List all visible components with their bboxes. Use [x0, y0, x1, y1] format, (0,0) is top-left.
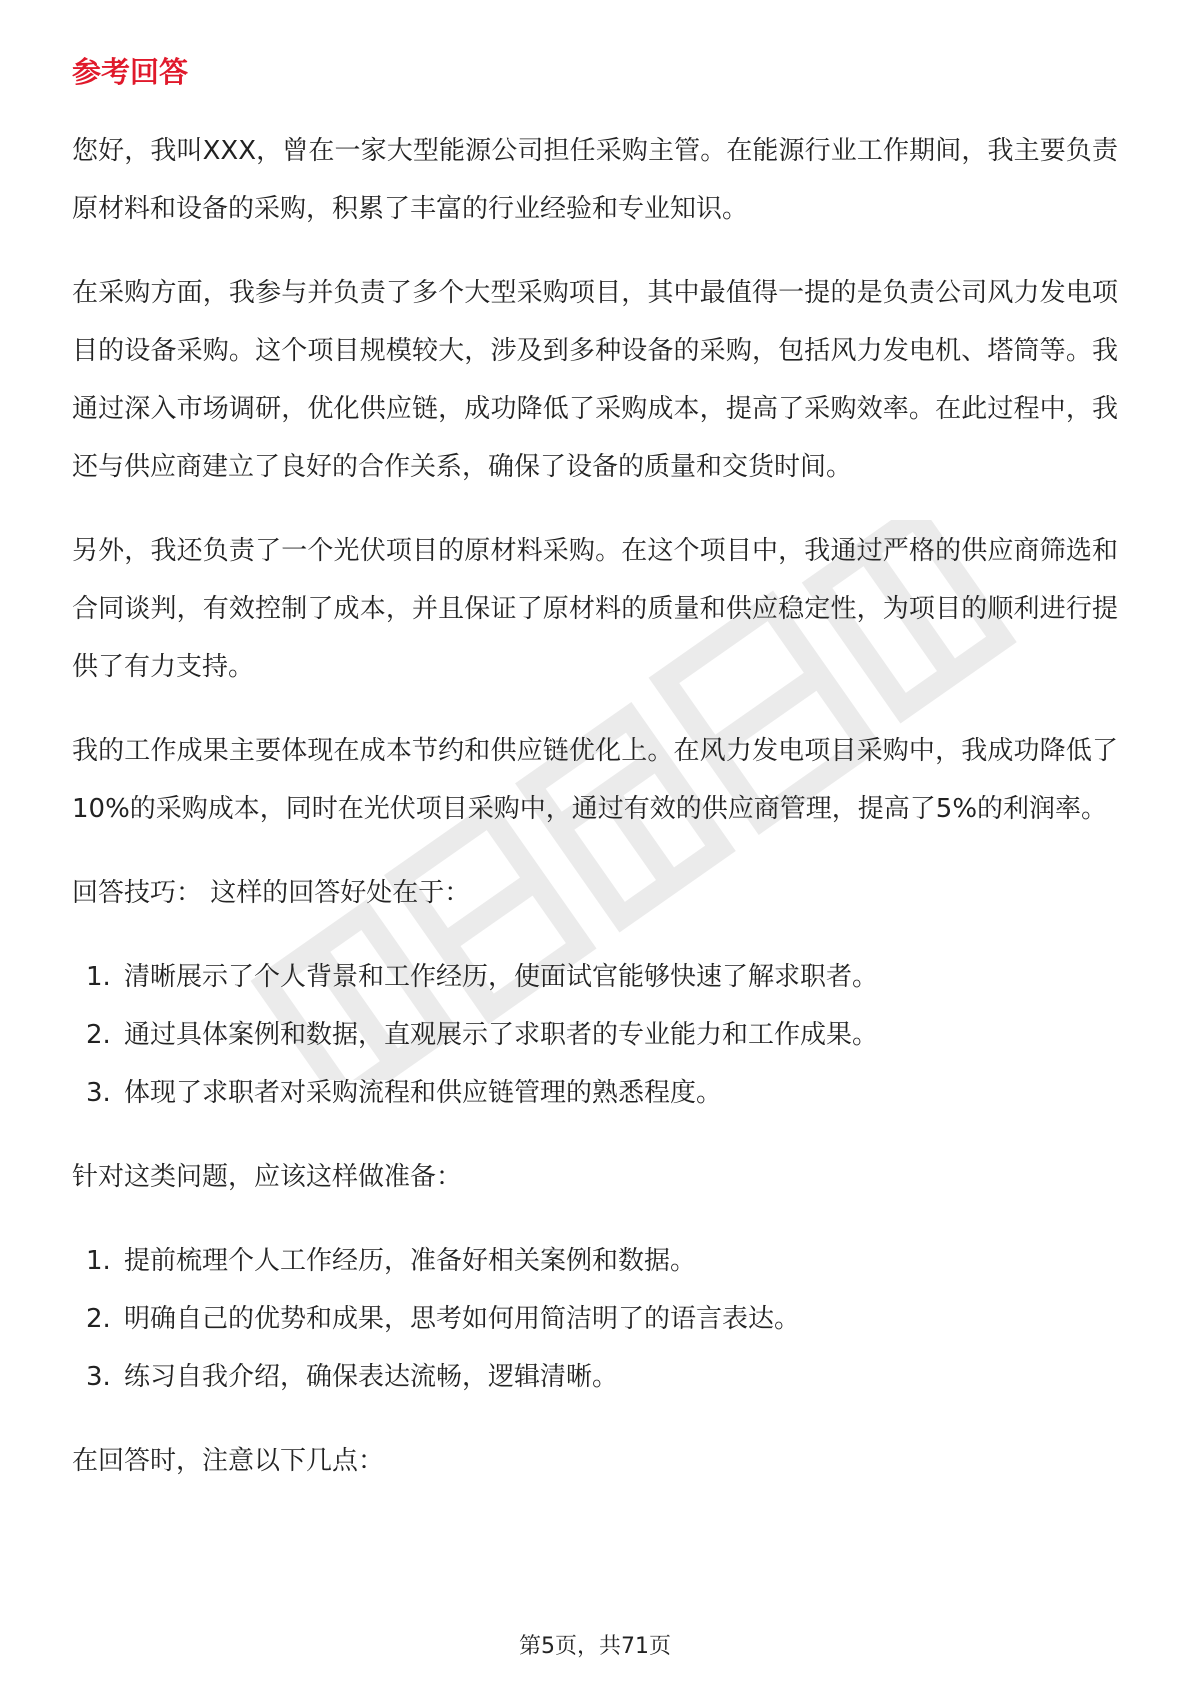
paragraph-solar-project: 另外，我还负责了一个光伏项目的原材料采购。在这个项目中，我通过严格的供应商筛选和合同谈判，有效控制了成本，并且保证了原材料的质量和供应稳定性，为项目的顺利进行提供了有力支持。: [72, 536, 1118, 682]
paragraph-intro: 您好，我叫XXX，曾在一家大型能源公司担任采购主管。在能源行业工作期间，我主要负责原材料和设备的采购，积累了丰富的行业经验和专业知识。: [72, 136, 1118, 224]
list-text: 提前梳理个人工作经历，准备好相关案例和数据。: [124, 1246, 697, 1276]
list-item: [72, 1232, 1118, 1290]
section-heading: 参考回答: [72, 55, 189, 89]
list-text: 清晰展示了个人背景和工作经历，使面试官能够快速了解求职者。: [124, 962, 879, 992]
prep-lead: 针对这类问题，应该这样做准备：: [72, 1162, 463, 1192]
list-number: 2.: [86, 1304, 111, 1334]
list-number: 3.: [86, 1078, 111, 1108]
list-item: [72, 1348, 1118, 1406]
paragraph-wind-project: 在采购方面，我参与并负责了多个大型采购项目，其中最值得一提的是负责公司风力发电项目的设备采购。这个项目规模较大，涉及到多种设备的采购，包括风力发电机、塔筒等。我通过深入市场调研，优化供应链，成功降低了采购成本，提高了采购效率。在此过程中，我还与供应商建立了良好的合作关系，确保了设备的质量和交货时间。: [72, 278, 1118, 482]
list-number: 3.: [86, 1362, 111, 1392]
document-page: [72, 48, 1118, 1516]
prep-list: [72, 1232, 1118, 1406]
list-item: [72, 948, 1118, 1006]
list-number: 2.: [86, 1020, 111, 1050]
tips-lead: 回答技巧： 这样的回答好处在于：: [72, 878, 471, 908]
paragraph-results: 我的工作成果主要体现在成本节约和供应链优化上。在风力发电项目采购中，我成功降低了10%的采购成本，同时在光伏项目采购中，通过有效的供应商管理，提高了5%的利润率。: [72, 736, 1118, 824]
list-text: 练习自我介绍，确保表达流畅，逻辑清晰。: [124, 1362, 619, 1392]
list-text: 通过具体案例和数据，直观展示了求职者的专业能力和工作成果。: [124, 1020, 879, 1050]
note-lead: 在回答时，注意以下几点：: [72, 1446, 385, 1476]
page-number: 第5页，共71页: [519, 1634, 671, 1659]
list-item: [72, 1064, 1118, 1122]
list-text: 明确自己的优势和成果，思考如何用简洁明了的语言表达。: [124, 1304, 801, 1334]
list-number: 1.: [86, 1246, 111, 1276]
list-item: [72, 1290, 1118, 1348]
list-number: 1.: [86, 962, 111, 992]
list-text: 体现了求职者对采购流程和供应链管理的熟悉程度。: [124, 1078, 723, 1108]
tips-list: [72, 948, 1118, 1122]
list-item: [72, 1006, 1118, 1064]
